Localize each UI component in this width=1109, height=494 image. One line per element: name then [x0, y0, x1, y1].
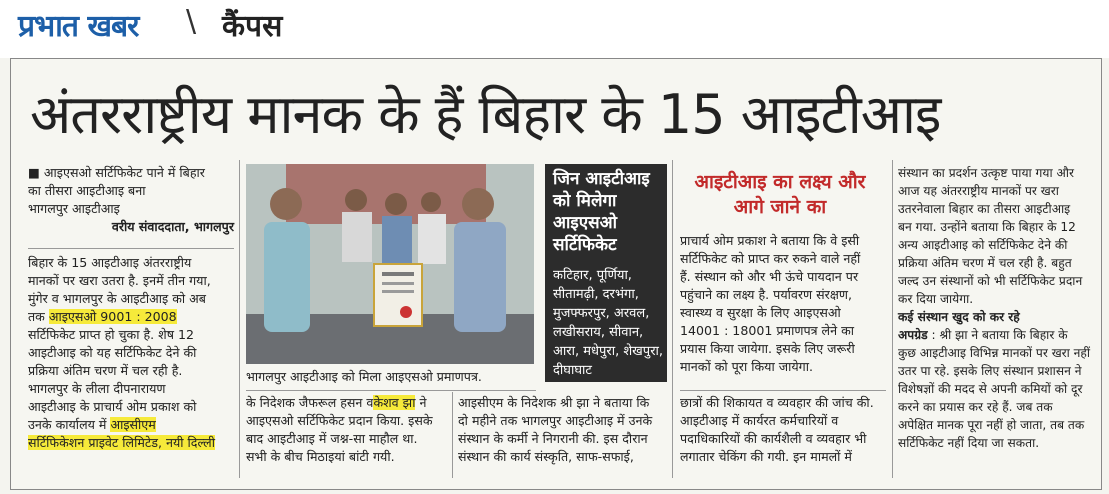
para-line: हैं. संस्थान को और भी ऊंचे पायदान पर	[680, 269, 859, 284]
para-line: ने	[419, 395, 427, 410]
summary-line: आइएसओ सर्टिफिकेट पाने में बिहार	[43, 165, 205, 180]
divider	[680, 390, 886, 391]
para-line: पदाधिकारियों की कार्यशैली व व्यवहार भी	[680, 431, 867, 446]
column-rule	[892, 160, 893, 478]
summary-line: का तीसरा आइटीआइ बना	[28, 183, 146, 198]
column-2	[246, 394, 446, 466]
itis-list-box	[545, 164, 667, 382]
para-line: मुंगेर व भागलपुर के आइटीआइ को अब	[28, 291, 206, 306]
byline: वरीय संवाददाता, भागलपुर	[111, 219, 234, 234]
headline: अंतरराष्ट्रीय मानक के हैं बिहार के 15 आइटीआइ	[30, 83, 941, 146]
para-line: आज यह अंतरराष्ट्रीय मानकों पर खरा	[898, 184, 1059, 198]
photo-caption: भागलपुर आइटीआइ को मिला आइएसओ प्रमाणपत्र.	[246, 369, 482, 384]
para-line: बिहार के 15 आइटीआइ अंतरराष्ट्रीय	[28, 255, 192, 270]
para-line: संस्थान के कर्मी ने निगरानी की. इस दौरान	[458, 431, 648, 446]
para-line: प्रयास किया जायेगा. इसके लिए जरूरी	[680, 341, 855, 356]
para-line: स्वास्थ्य व सुरक्षा के लिए आइएसओ	[680, 305, 841, 320]
para-line: भागलपुर के लीला दीपनारायण	[28, 381, 166, 396]
photo-illustration	[246, 164, 534, 364]
goal-body	[680, 232, 886, 376]
divider	[246, 390, 536, 391]
para-line: प्रक्रिया अंतिम चरण में चल रही है. बहुत	[898, 256, 1072, 270]
goal-title: आइटीआइ का लक्ष्य और आगे जाने का	[694, 171, 866, 218]
para-line: लगातार चेकिंग की गयी. इन मामलों में	[680, 449, 852, 464]
para-line: : श्री झा ने बताया कि बिहार के	[931, 328, 1068, 342]
para-line: पहुंचाने का लक्ष्य है. पर्यावरण संरक्षण,	[680, 287, 852, 302]
column-1	[28, 254, 240, 452]
para-line: विशेषज्ञों की मदद से अपनी कमियों को दूर	[898, 382, 1083, 396]
para-line: सर्टिफिकेट नहीं दिया जा सकता.	[898, 436, 1040, 450]
para-line: के निदेशक जैफरूल हसन व	[246, 395, 374, 410]
subheading: अपग्रेड	[898, 328, 928, 342]
para-line: आइएसओ सर्टिफिकेट प्रदान किया. इसके	[246, 413, 433, 428]
highlighted-text: आइएसओ 9001 : 2008	[48, 309, 177, 324]
para-line: कर दिया जायेगा.	[898, 292, 974, 306]
para-line: प्रक्रिया अंतिम चरण में चल रही है.	[28, 363, 183, 378]
para-line: मानकों को पूरा किया जायेगा.	[680, 359, 813, 374]
para-line: उनके कार्यालय में	[28, 417, 107, 432]
para-line: संस्थान की कार्य संस्कृति, साफ-सफाई,	[458, 449, 634, 464]
highlighted-text: केशव झा	[373, 395, 416, 410]
para-line: उतरनेवाला बिहार का तीसरा आइटीआइ	[898, 202, 1071, 216]
para-line: आइटीआइ में कार्यरत कर्मचारियों व	[680, 413, 839, 428]
para-line: जल्द उन संस्थानों को भी सर्टिफिकेट प्रदान	[898, 274, 1083, 288]
section-name: कैंपस	[222, 9, 283, 44]
column-rule	[239, 160, 240, 478]
bullet-icon: ■	[28, 165, 40, 180]
para-line: उतर पा रहे. इसके लिए संस्थान प्रशासन ने	[898, 364, 1082, 378]
para-line: सर्टिफिकेट प्राप्त हो चुका है. शेष 12	[28, 327, 195, 342]
subheading: कई संस्थान खुद को कर रहे	[898, 310, 1020, 324]
column-rule	[452, 392, 453, 478]
para-line: अन्य आइटीआइ को सर्टिफिकेट देने की	[898, 238, 1068, 252]
highlighted-text: आइसीएम	[110, 417, 156, 432]
para-line: छात्रों की शिकायत व व्यवहार की जांच की.	[680, 395, 874, 410]
para-line: मानकों पर खरा उतरा है. इनमें तीन गया,	[28, 273, 211, 288]
para-line: दो महीने तक भागलपुर आइटीआइ में उनके	[458, 413, 653, 428]
masthead-separator: \	[186, 4, 197, 39]
news-photo	[246, 164, 534, 364]
box-body: कटिहार, पूर्णिया, सीतामढ़ी, दरभंगा, मुजफ्फरपुर, अरवल, लखीसराय, सीवान, आरा, मधेपुरा, शेखपुरा, दीघाघाट	[553, 268, 664, 378]
column-rule	[672, 160, 673, 478]
para-line: सर्टिफिकेट को प्राप्त कर रुकने वाले नहीं	[680, 251, 861, 266]
para-line: तक	[28, 309, 45, 324]
para-line: आइटीआइ के प्राचार्य ओम प्रकाश को	[28, 399, 197, 414]
masthead	[0, 0, 1109, 58]
column-5	[898, 164, 1098, 452]
brand-logo: प्रभात खबर	[18, 9, 139, 44]
para-line: कुछ आइटीआइ विभिन्न मानकों पर खरा नहीं	[898, 346, 1091, 360]
summary-line: भागलपुर आइटीआइ	[28, 201, 120, 216]
intro-summary	[28, 164, 234, 236]
para-line: बाद आइटीआइ में जश्न-सा माहौल था.	[246, 431, 418, 446]
para-line: प्राचार्य ओम प्रकाश ने बताया कि वे इसी	[680, 233, 860, 248]
divider	[28, 248, 234, 249]
para-line: आइसीएम के निदेशक श्री झा ने बताया कि	[458, 395, 650, 410]
para-line: बन गया. उन्होंने बताया कि बिहार के 12	[898, 220, 1076, 234]
para-line: सभी के बीच मिठाइयां बांटी गयी.	[246, 449, 395, 464]
para-line: संस्थान का प्रदर्शन उत्कृष्ट पाया गया और	[898, 166, 1074, 180]
box-title: जिन आइटीआइ को मिलेगा आइएसओ सर्टिफिकेट	[553, 169, 650, 255]
para-line: आइटीआइ को यह सर्टिफिकेट देने की	[28, 345, 197, 360]
para-line: करने का प्रयास कर रहे हैं. जब तक	[898, 400, 1053, 414]
column-4	[680, 394, 890, 466]
highlighted-text: सर्टिफिकेशन प्राइवेट लिमिटेड, नयी दिल्ली	[28, 435, 215, 450]
para-line: 14001 : 18001 प्रमाणपत्र लेने का	[680, 323, 855, 338]
column-3	[458, 394, 664, 466]
para-line: अपेक्षित मानक पूरा नहीं हो जाता, तब तक	[898, 418, 1085, 432]
